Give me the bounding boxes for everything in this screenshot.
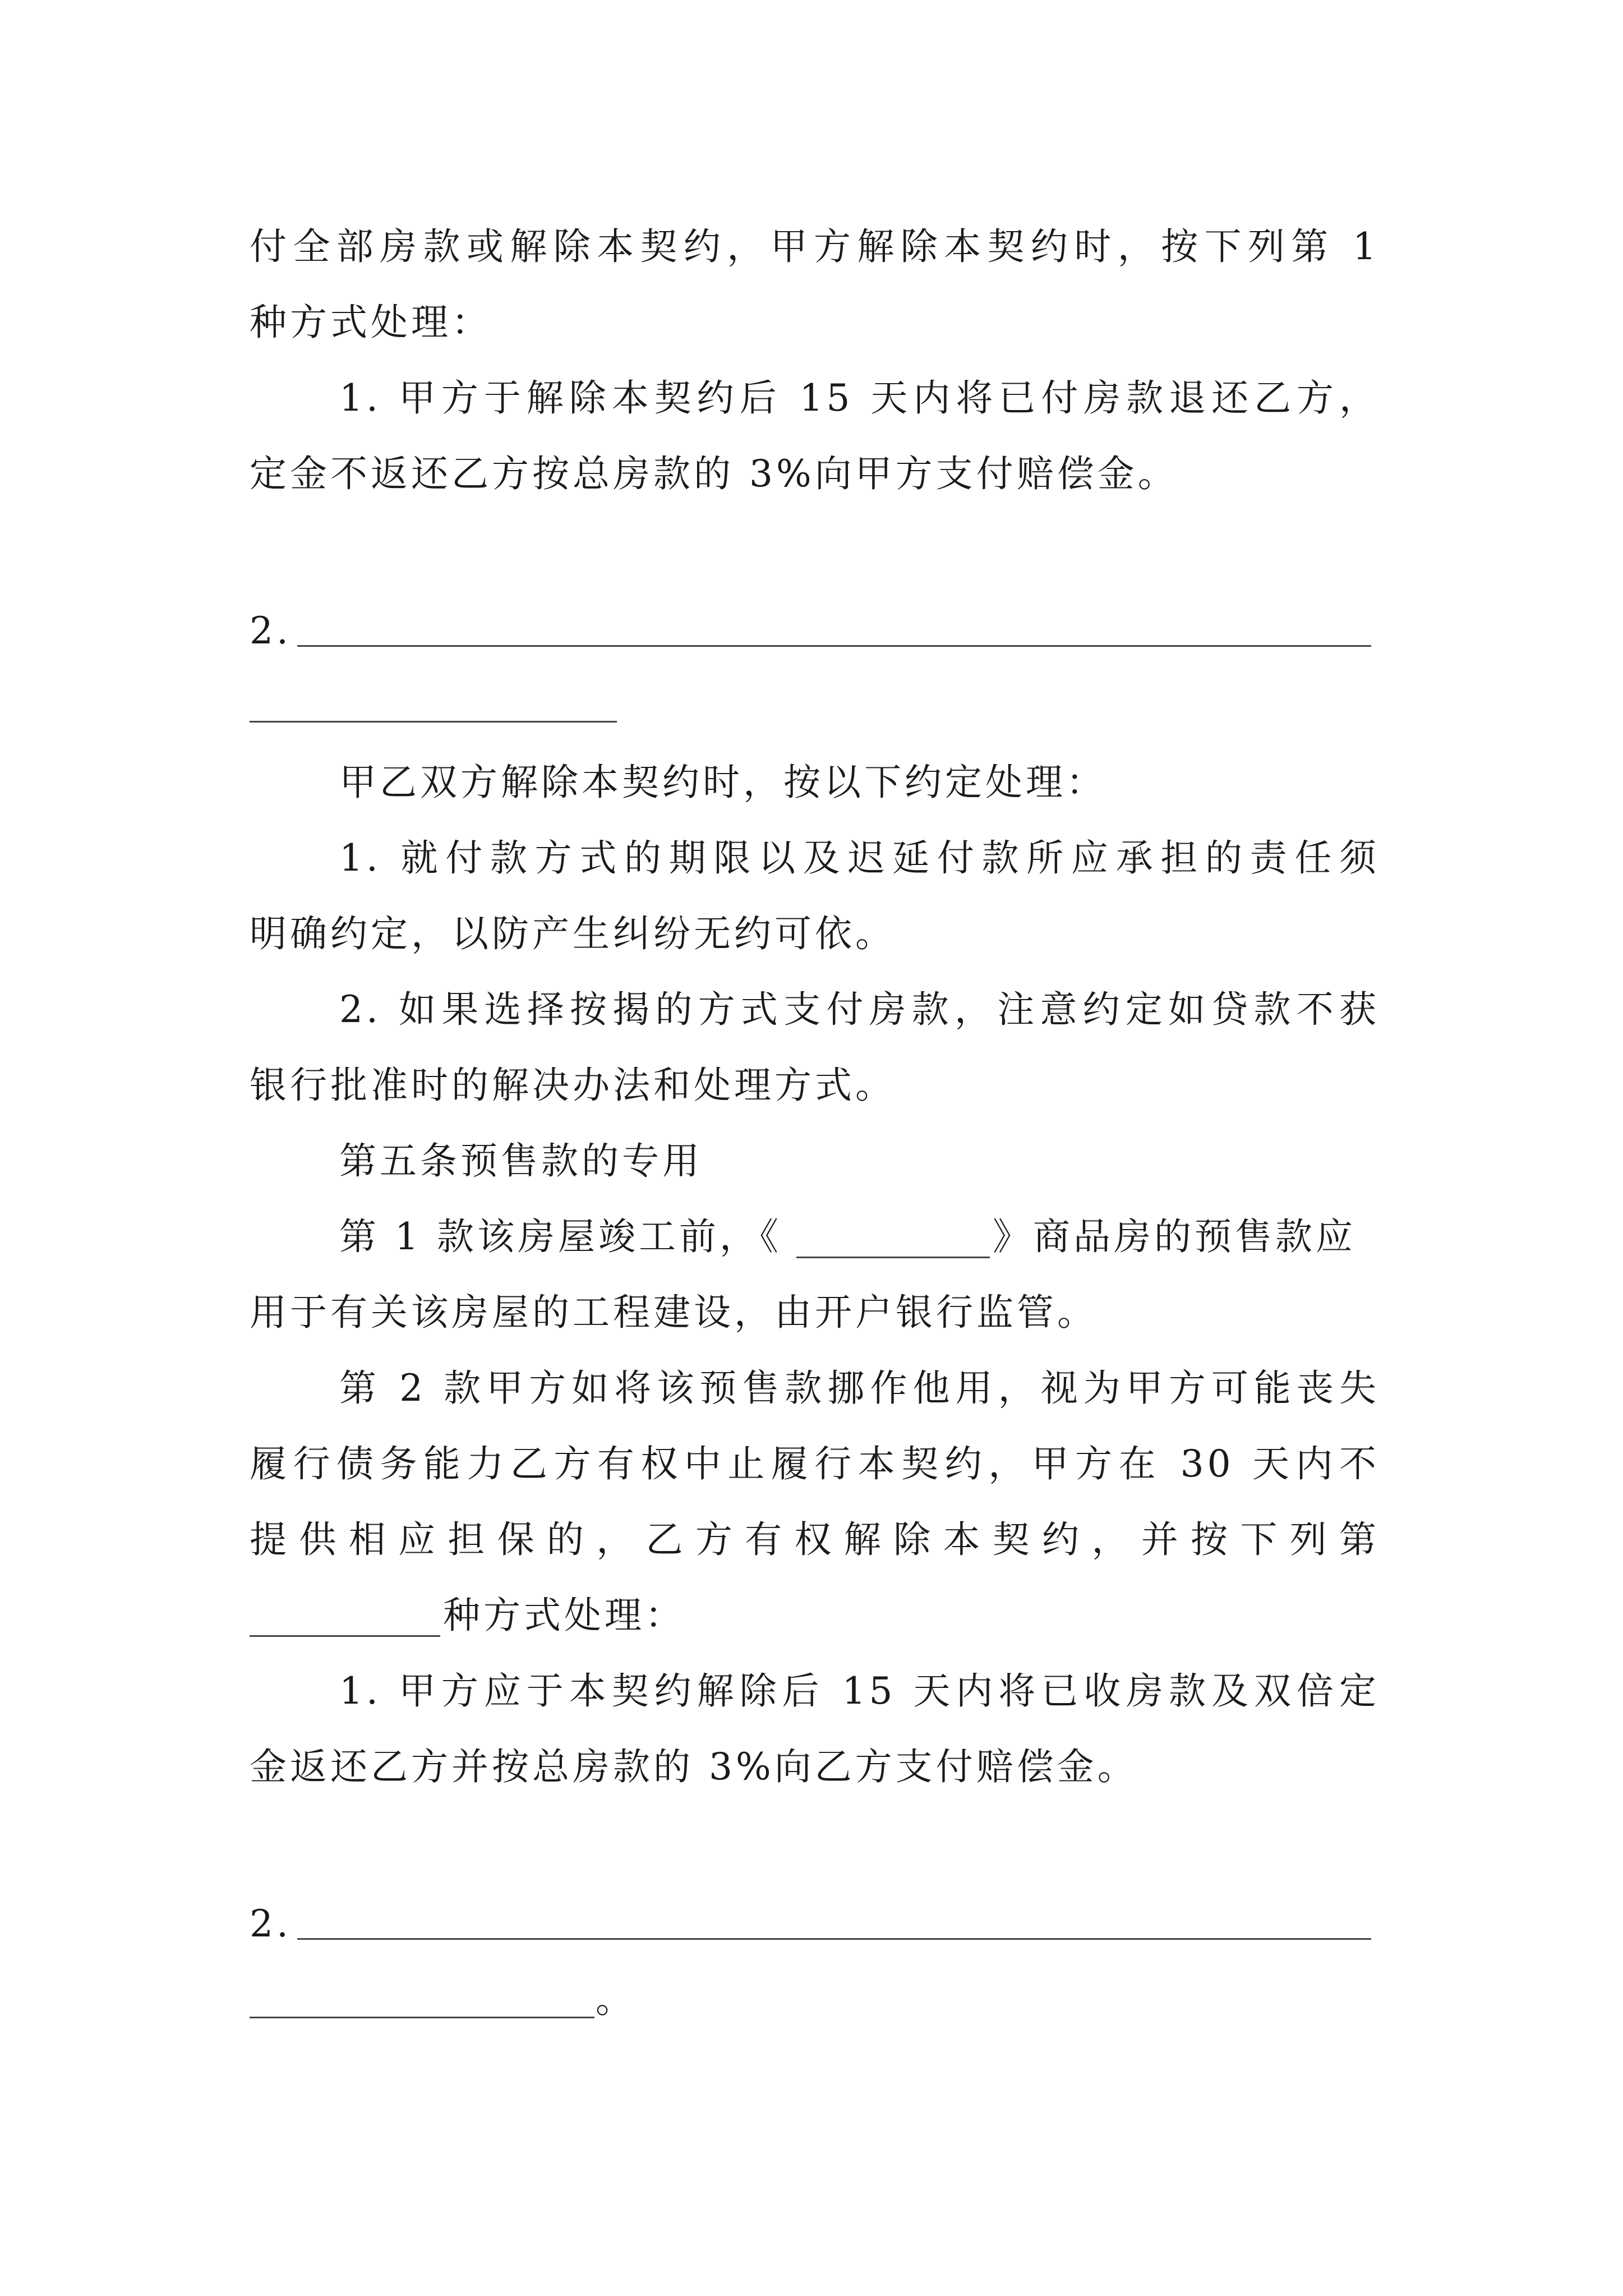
paragraph-line: 2. 如果选择按揭的方式支付房款，注意约定如贷款不获 <box>339 988 1380 1031</box>
paragraph-line: 》商品房的预售款应 <box>993 1215 1356 1258</box>
paragraph-line: 付全部房款或解除本契约，甲方解除本契约时，按下列第 1 <box>250 225 1380 268</box>
paragraph-line: 1. 甲方于解除本契约后 15 天内将已付房款退还乙方， <box>339 376 1380 420</box>
closing-punctuation: 。 <box>596 1978 636 2021</box>
paragraph-line: 金返还乙方并按总房款的 3%向乙方支付赔偿金。 <box>250 1745 1138 1788</box>
paragraph-line: 1. 甲方应于本契约解除后 15 天内将已收房款及双倍定 <box>339 1669 1380 1713</box>
paragraph-line: 第 1 款该房屋竣工前，《 <box>339 1215 782 1258</box>
fill-in-blank-line <box>250 2017 594 2018</box>
paragraph-line: 银行批准时的解决办法和处理方式。 <box>250 1064 896 1107</box>
fill-in-blank-line <box>250 721 617 723</box>
paragraph-line: 定金不返还乙方按总房款的 3%向甲方支付赔偿金。 <box>250 452 1178 495</box>
paragraph-line: 1. 就付款方式的期限以及迟延付款所应承担的责任须 <box>339 836 1380 880</box>
fill-in-blank-line <box>250 1635 440 1637</box>
item-number: 2. <box>250 609 292 652</box>
fill-in-blank-line <box>297 1938 1371 1940</box>
paragraph-line: 种方式处理： <box>443 1594 685 1637</box>
paragraph-line: 履行债务能力乙方有权中止履行本契约，甲方在 30 天内不 <box>250 1442 1380 1485</box>
section-heading: 第五条预售款的专用 <box>339 1139 703 1182</box>
paragraph-line: 第 2 款甲方如将该预售款挪作他用，视为甲方可能丧失 <box>339 1366 1380 1410</box>
item-number: 2. <box>250 1902 292 1945</box>
fill-in-blank-line <box>796 1257 990 1258</box>
paragraph-line: 提供相应担保的，乙方有权解除本契约，并按下列第 <box>250 1518 1380 1561</box>
paragraph-line: 用于有关该房屋的工程建设，由开户银行监管。 <box>250 1291 1098 1334</box>
paragraph-line: 甲乙双方解除本契约时，按以下约定处理： <box>339 761 1106 804</box>
fill-in-blank-line <box>297 645 1371 647</box>
paragraph-line: 明确约定，以防产生纠纷无约可依。 <box>250 912 896 955</box>
paragraph-line: 种方式处理： <box>250 301 492 344</box>
